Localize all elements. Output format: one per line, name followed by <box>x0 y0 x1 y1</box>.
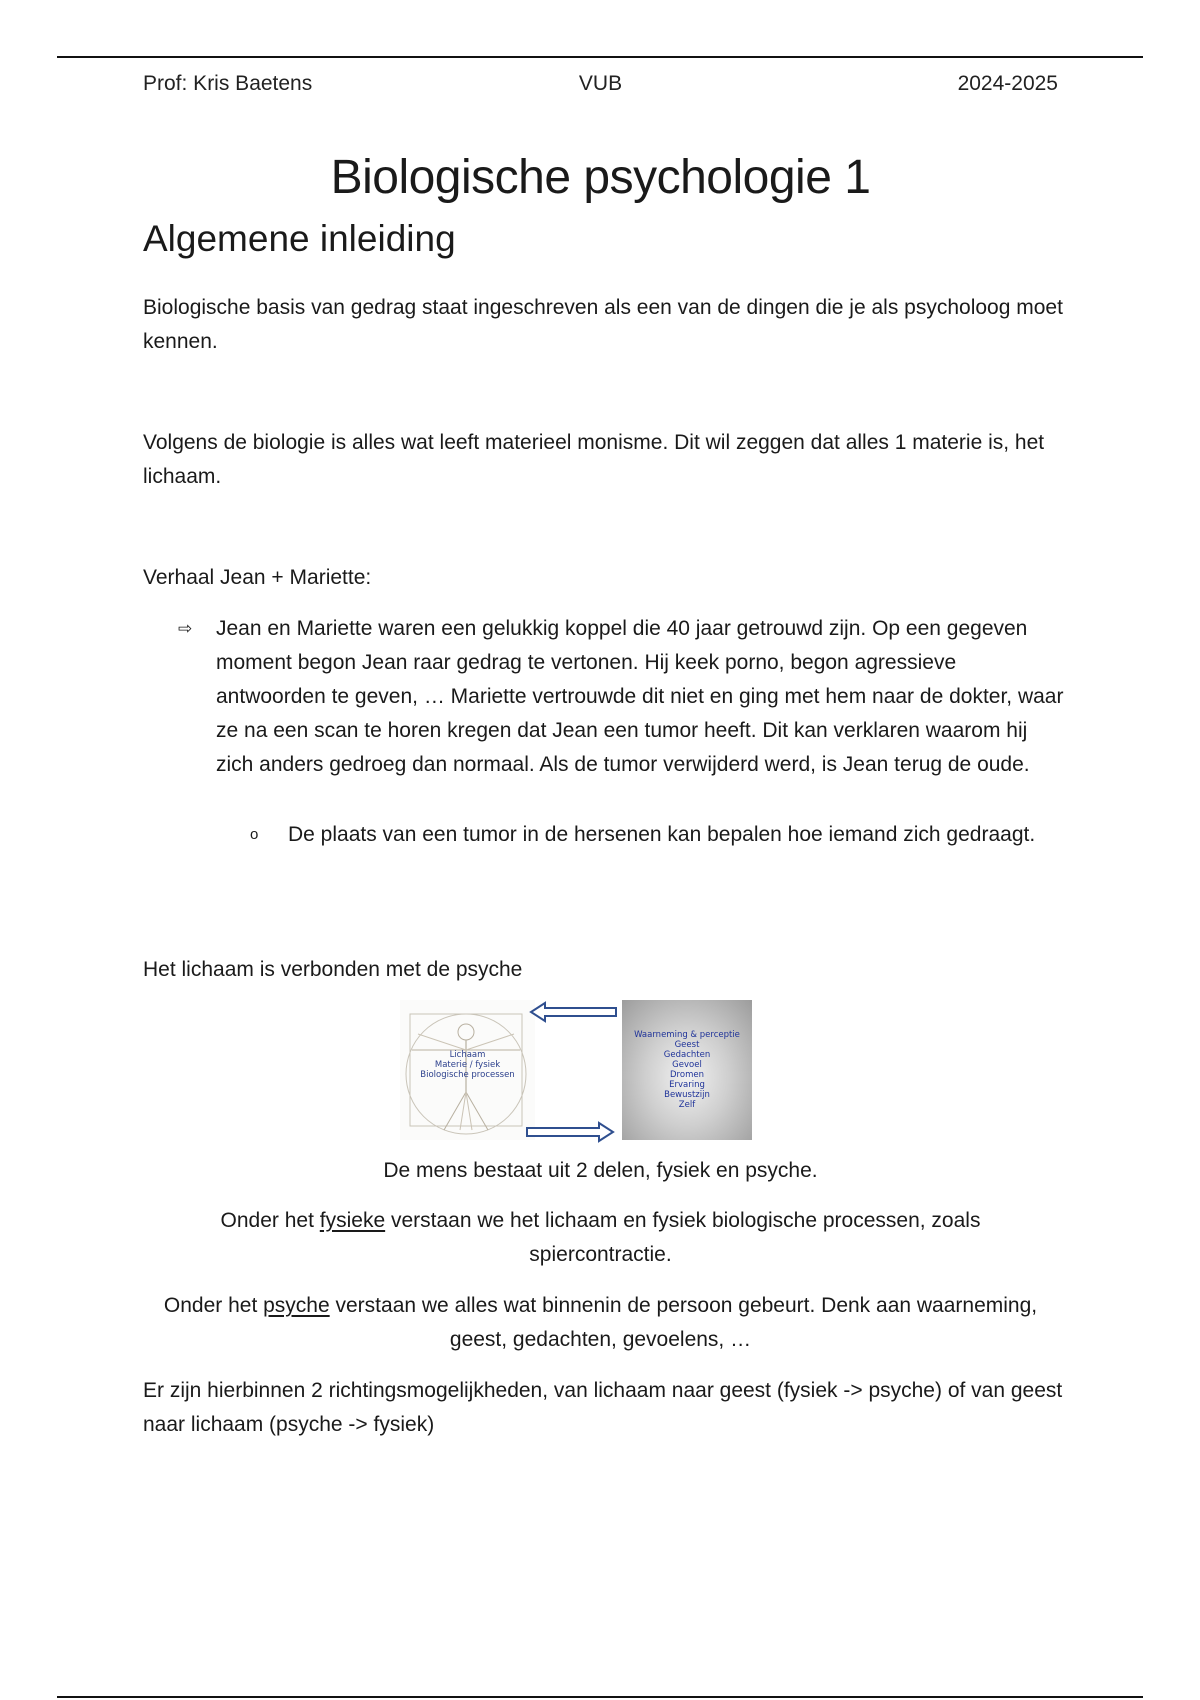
mind-label-line: Waarneming & perceptie <box>634 1030 740 1040</box>
psyche-term: psyche <box>263 1294 330 1317</box>
arrow-bullet-icon: ⇨ <box>178 619 193 638</box>
header-rule <box>57 56 1143 58</box>
sub-bullet-text: De plaats van een tumor in de hersenen kan bepalen hoe iemand zich gedraagt. <box>288 823 1036 846</box>
list-item <box>178 612 1068 782</box>
fysiek-term: fysieke <box>319 1209 386 1232</box>
mind-label-line: Bewustzijn <box>664 1090 710 1100</box>
header-university: VUB <box>578 72 623 95</box>
footer-rule <box>57 1696 1143 1698</box>
mind-label-list <box>622 1030 752 1110</box>
paragraph-monisme: Volgens de biologie is alles wat leeft materieel monisme. Dit wil zeggen dat alles 1 materie is, het lichaam. <box>143 431 1045 488</box>
vitruvian-man-image <box>400 1000 535 1140</box>
paragraph-story-heading: Verhaal Jean + Mariette: <box>143 566 372 589</box>
document-title: Biologische psychologie 1 <box>330 151 871 204</box>
header-year: 2024-2025 <box>957 72 1058 95</box>
section-heading: Algemene inleiding <box>143 218 456 259</box>
arrow-left-icon <box>531 1003 616 1021</box>
body-mind-diagram <box>400 1000 760 1145</box>
fysiek-after: verstaan we het lichaam en fysiek biologische processen, zoals spiercontractie. <box>385 1209 981 1266</box>
meditation-image <box>622 1000 752 1140</box>
body-label-line: Lichaam <box>449 1050 486 1060</box>
paragraph-connection: Het lichaam is verbonden met de psyche <box>143 958 523 981</box>
body-label-line: Biologische processen <box>420 1070 515 1080</box>
mind-label-line: Gevoel <box>672 1060 702 1070</box>
direction-arrows <box>525 1000 625 1145</box>
body-label-line: Materie / fysiek <box>434 1060 501 1070</box>
mind-label-line: Zelf <box>678 1100 696 1110</box>
paragraph-fysiek <box>163 1204 1038 1272</box>
mind-label-line: Dromen <box>670 1070 704 1080</box>
psyche-after: verstaan we alles wat binnenin de persoon gebeurt. Denk aan waarneming, geest, gedachten, gevoelens, … <box>329 1294 1038 1351</box>
paragraph-directions: Er zijn hierbinnen 2 richtingsmogelijkheden, van lichaam naar geest (fysiek -> psyche) of van geest naar lichaam (psyche -> fysiek) <box>143 1379 1063 1436</box>
sub-list-item <box>250 818 1050 852</box>
circle-bullet-icon: o <box>250 826 259 843</box>
mind-label-line: Geest <box>674 1040 700 1050</box>
diagram-caption: De mens bestaat uit 2 delen, fysiek en psyche. <box>383 1159 818 1182</box>
header-professor: Prof: Kris Baetens <box>143 72 313 95</box>
psyche-before: Onder het <box>163 1294 264 1317</box>
mind-label-line: Gedachten <box>663 1050 711 1060</box>
body-label-list <box>400 1050 535 1080</box>
fysiek-before: Onder het <box>220 1209 320 1232</box>
page-header <box>143 72 1058 100</box>
arrow-right-icon <box>527 1123 613 1141</box>
paragraph-intro: Biologische basis van gedrag staat ingeschreven als een van de dingen die je als psycholoog moet kennen. <box>143 296 1063 353</box>
bullet-text: Jean en Mariette waren een gelukkig koppel die 40 jaar getrouwd zijn. Op een gegeven moment begon Jean raar gedrag te vertonen. Hij keek porno, begon agressieve antwoorden te geven, … Mariette vertrouwde dit niet en ging met hem naar de dokter, waar ze na een scan te horen kregen dat Jean een tumor heeft. Dit kan verklaren waarom hij zich anders gedroeg dan normaal. Als de tumor verwijderd werd, is Jean terug de oude. <box>216 617 1064 776</box>
paragraph-psyche <box>163 1289 1038 1357</box>
mind-label-line: Ervaring <box>669 1080 705 1090</box>
